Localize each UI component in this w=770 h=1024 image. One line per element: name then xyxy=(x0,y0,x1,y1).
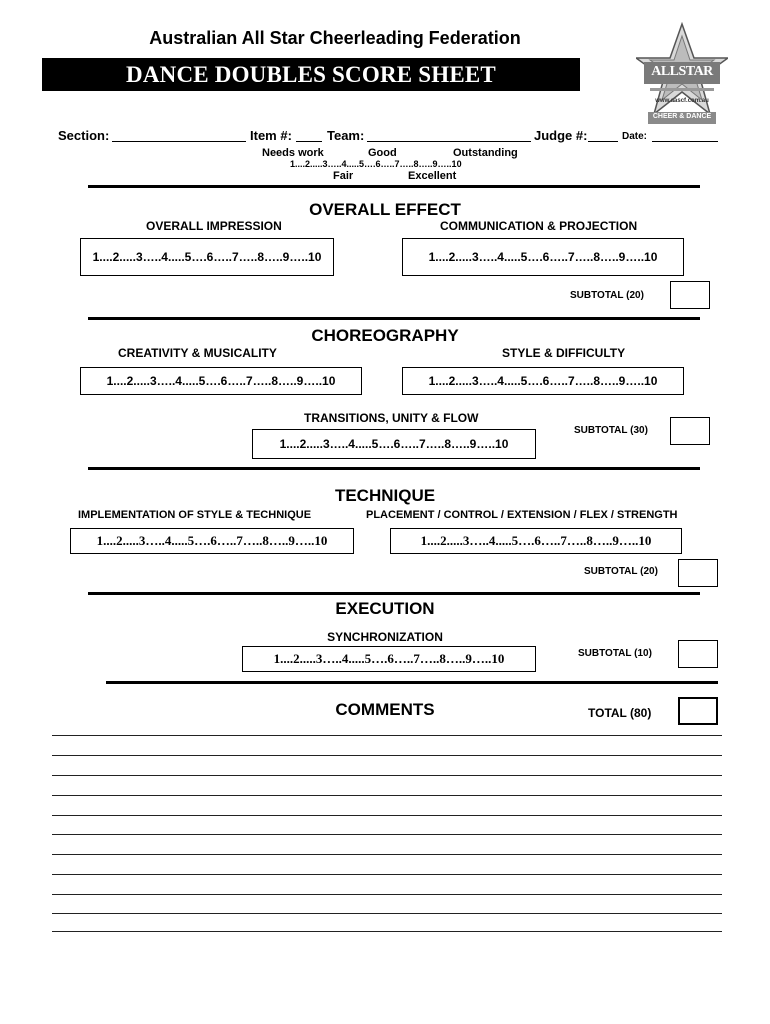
overall-effect-title: OVERALL EFFECT xyxy=(309,200,461,219)
choreography-subtotal-label: SUBTOTAL (30) xyxy=(574,425,648,436)
creativity-musicality-label: CREATIVITY & MUSICALITY xyxy=(118,346,277,360)
legend-good: Good xyxy=(368,147,397,159)
transitions-label: TRANSITIONS, UNITY & FLOW xyxy=(304,411,479,425)
implementation-score-box[interactable]: 1....2.....3…..4.....5….6…..7…..8…..9…..10 xyxy=(70,528,354,554)
item-label: Item #: xyxy=(250,128,292,143)
communication-score-box[interactable]: 1....2.....3…..4.....5….6…..7…..8…..9…..10 xyxy=(402,238,684,276)
allstar-logo xyxy=(636,22,728,126)
logo-tagline: CHEER & DANCE xyxy=(652,113,712,120)
divider xyxy=(88,317,700,320)
overall-impression-label: OVERALL IMPRESSION xyxy=(146,219,282,233)
judge-label: Judge #: xyxy=(534,128,588,143)
date-label: Date: xyxy=(622,131,648,142)
logo-website: www.aascf.com.au xyxy=(655,98,709,104)
legend-excellent: Excellent xyxy=(408,170,457,182)
comment-line[interactable] xyxy=(52,815,722,816)
section-field[interactable] xyxy=(112,141,246,142)
style-difficulty-label: STYLE & DIFFICULTY xyxy=(502,346,626,360)
style-difficulty-score-box[interactable]: 1....2.....3…..4.....5….6…..7…..8…..9…..10 xyxy=(402,367,684,395)
section-label: Section: xyxy=(58,128,110,143)
organization-name: Australian All Star Cheerleading Federation xyxy=(149,28,521,48)
transitions-score-box[interactable]: 1....2.....3…..4.....5….6…..7…..8…..9…..10 xyxy=(252,429,536,459)
comment-line[interactable] xyxy=(52,894,722,895)
comment-line[interactable] xyxy=(52,834,722,835)
logo-wordmark: ALLSTAR xyxy=(651,64,713,79)
placement-score-box[interactable]: 1....2.....3…..4.....5….6…..7…..8…..9…..10 xyxy=(390,528,682,554)
choreography-subtotal-box[interactable] xyxy=(670,417,710,445)
divider xyxy=(88,592,700,595)
comment-line[interactable] xyxy=(52,755,722,756)
legend-outstanding: Outstanding xyxy=(453,147,518,159)
legend-needs-work: Needs work xyxy=(262,147,324,159)
creativity-score-box[interactable]: 1....2.....3…..4.....5….6…..7…..8…..9…..10 xyxy=(80,367,362,395)
overall-impression-score-box[interactable]: 1....2.....3…..4.....5….6…..7…..8…..9…..10 xyxy=(80,238,334,276)
synchronization-label: SYNCHRONIZATION xyxy=(327,630,443,644)
overall-effect-subtotal-label: SUBTOTAL (20) xyxy=(570,290,644,301)
team-field[interactable] xyxy=(367,141,531,142)
date-field[interactable] xyxy=(652,141,718,142)
synchronization-score-box[interactable]: 1....2.....3…..4.....5….6…..7…..8…..9…..10 xyxy=(242,646,536,672)
comment-line[interactable] xyxy=(52,795,722,796)
comment-line[interactable] xyxy=(52,775,722,776)
total-box[interactable] xyxy=(678,697,718,725)
comment-line[interactable] xyxy=(52,931,722,932)
technique-subtotal-box[interactable] xyxy=(678,559,718,587)
legend-fair: Fair xyxy=(333,170,354,182)
divider xyxy=(88,467,700,470)
technique-subtotal-label: SUBTOTAL (20) xyxy=(584,566,658,577)
judge-field[interactable] xyxy=(588,141,618,142)
overall-effect-subtotal-box[interactable] xyxy=(670,281,710,309)
divider xyxy=(88,185,700,188)
team-label: Team: xyxy=(327,128,365,143)
choreography-title: CHOREOGRAPHY xyxy=(311,326,459,345)
execution-title: EXECUTION xyxy=(335,599,435,618)
item-field[interactable] xyxy=(296,141,322,142)
comment-line[interactable] xyxy=(52,735,722,736)
legend-numbers: 1....2.....3…..4.....5….6…..7…..8…..9…..10 xyxy=(290,159,462,169)
execution-subtotal-label: SUBTOTAL (10) xyxy=(578,648,652,659)
comment-line[interactable] xyxy=(52,854,722,855)
communication-projection-label: COMMUNICATION & PROJECTION xyxy=(440,219,638,233)
total-label: TOTAL (80) xyxy=(588,706,652,720)
execution-subtotal-box[interactable] xyxy=(678,640,718,668)
divider xyxy=(106,681,718,684)
comment-line[interactable] xyxy=(52,874,722,875)
comments-title: COMMENTS xyxy=(335,700,435,719)
placement-control-label: PLACEMENT / CONTROL / EXTENSION / FLEX / STRENGTH xyxy=(366,509,678,521)
page-title: DANCE DOUBLES SCORE SHEET xyxy=(126,62,496,87)
technique-title: TECHNIQUE xyxy=(334,486,436,505)
implementation-label: IMPLEMENTATION OF STYLE & TECHNIQUE xyxy=(78,509,312,521)
comment-line[interactable] xyxy=(52,913,722,914)
